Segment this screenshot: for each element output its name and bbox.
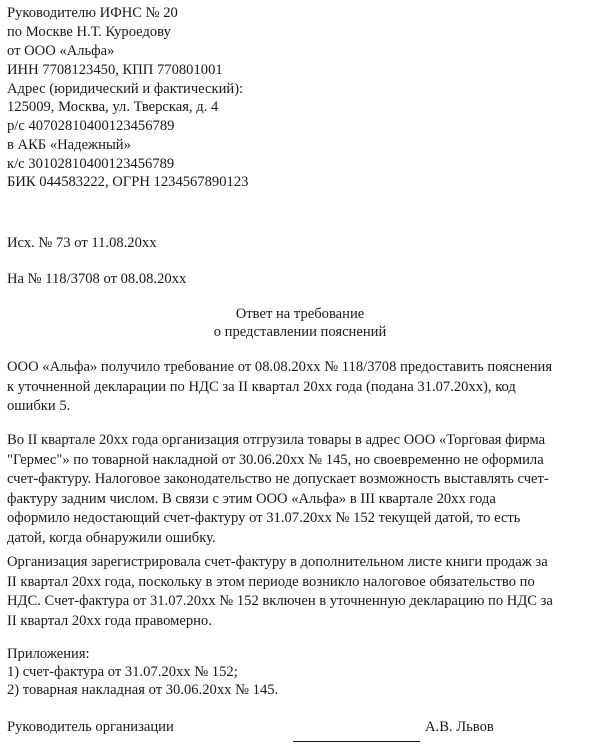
incoming-reference: На № 118/3708 от 08.08.20xx <box>7 271 187 287</box>
paragraph-line: ООО «Альфа» получило требование от 08.08.20xx № 118/3708 предоставить пояснения <box>7 359 553 375</box>
header-line: БИК 044583222, ОГРН 1234567890123 <box>7 174 249 190</box>
paragraph-2 <box>7 431 597 548</box>
paragraph-line: ошибки 5. <box>7 398 71 414</box>
paragraph-line: Организация зарегистрировала счет-фактуру в дополнительном листе книги продаж за <box>7 554 548 570</box>
header-line: 125009, Москва, ул. Тверская, д. 4 <box>7 99 219 115</box>
paragraph-line: оформило недостающий счет-фактуру от 31.07.20xx № 152 текущей датой, то есть <box>7 510 521 526</box>
header-line: по Москве Н.Т. Куроедову <box>7 24 171 40</box>
outgoing-reference: Исх. № 73 от 11.08.20xx <box>7 235 157 251</box>
paragraph-line: счет-фактуру. Налоговое законодательство не допускает возможность выставлять счет- <box>7 471 549 487</box>
paragraph-line: "Гермес"» по товарной накладной от 30.06.20xx № 145, но своевременно не оформила <box>7 451 544 468</box>
paragraph-line: НДС. Счет-фактура от 31.07.20xx № 152 включен в уточненную декларацию по НДС за <box>7 593 553 609</box>
title-line-1: Ответ на требование <box>235 306 365 322</box>
header-line: от ООО «Альфа» <box>7 43 115 59</box>
header-line: Адрес (юридический и фактический): <box>7 81 244 97</box>
header-line: к/с 30102810400123456789 <box>7 156 175 172</box>
signature-line <box>293 741 420 742</box>
header-line: Руководителю ИФНС № 20 <box>7 5 178 21</box>
attachments-heading: Приложения: <box>7 646 90 662</box>
attachment-item: 2) товарная накладная от 30.06.20xx № 145. <box>7 682 279 698</box>
header-line: в АКБ «Надежный» <box>7 137 131 153</box>
attachment-item: 1) счет-фактура от 31.07.20xx № 152; <box>7 664 238 680</box>
paragraph-1 <box>7 358 597 417</box>
signer-name: А.В. Львов <box>425 719 494 735</box>
paragraph-line: Во II квартале 20xx года организация отгрузила товары в адрес ООО «Торговая фирма <box>7 432 546 448</box>
title-line-2: о представлении пояснений <box>213 324 387 340</box>
header-line: р/с 40702810400123456789 <box>7 118 175 134</box>
paragraph-line: II квартал 20xx года правомерно. <box>7 612 212 629</box>
header-line: ИНН 7708123450, КПП 770801001 <box>7 62 223 78</box>
signer-position: Руководитель организации <box>7 719 174 735</box>
paragraph-line: датой, когда обнаружили ошибку. <box>7 529 216 546</box>
paragraph-line: к уточненной декларации по НДС за II квартал 20xx года (подана 31.07.20xx), код <box>7 378 516 395</box>
paragraph-3 <box>7 553 597 631</box>
paragraph-line: фактуру задним числом. В связи с этим ООО «Альфа» в III квартале 20xx года <box>7 490 496 507</box>
paragraph-line: II квартал 20xx года, поскольку в этом периоде возникло налоговое обязательство по <box>7 573 535 590</box>
